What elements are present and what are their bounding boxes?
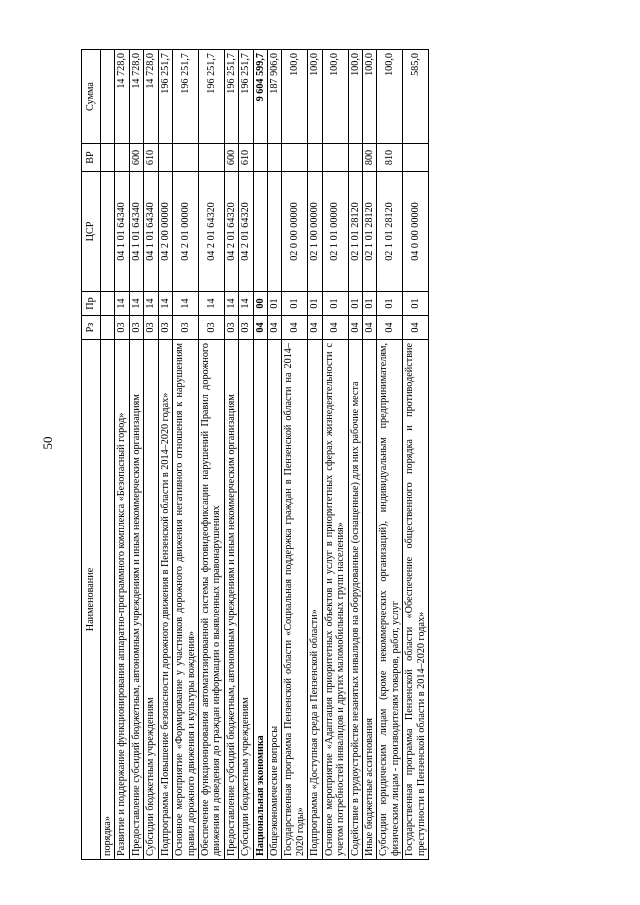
cell-pr: 01 <box>348 292 362 316</box>
cell-sum: 196 251,7 <box>239 50 253 144</box>
cell-rz: 04 <box>282 316 308 340</box>
cell-rz: 03 <box>115 316 129 340</box>
cell-rz: 04 <box>377 316 403 340</box>
table-row <box>224 50 238 860</box>
cell-rz <box>101 316 115 340</box>
cell-name: Основное мероприятие «Адаптация приоритетных объектов и услуг в приоритетных сферах жизнедеятельности с учетом потребностей инвалидов и других маломобильных групп населения» <box>322 340 348 860</box>
cell-pr: 14 <box>144 292 158 316</box>
cell-sum: 14 728,0 <box>129 50 143 144</box>
table-row <box>322 50 348 860</box>
cell-sum: 100,0 <box>308 50 322 144</box>
cell-name: Субсидии юридическим лицам (кроме некоммерческих организаций), индивидуальным предпринимателям, физическим лицам - производителям товаров, работ, услуг <box>377 340 403 860</box>
cell-name: Государственная программа Пензенской области «Обеспечение общественного порядка и противодействие преступности в Пензенской области в 2014–2020 годах» <box>403 340 429 860</box>
table-row <box>239 50 253 860</box>
cell-vr <box>282 144 308 172</box>
cell-pr: 01 <box>282 292 308 316</box>
table-row <box>403 50 429 860</box>
cell-csr: 04 2 01 00000 <box>173 172 199 292</box>
cell-rz: 04 <box>322 316 348 340</box>
cell-name: Основное мероприятие «Формирование у участников дорожного движения негативного отношения к нарушениям правил дорожного движения и культуры вождения» <box>173 340 199 860</box>
cell-rz: 03 <box>224 316 238 340</box>
rotated-page-content <box>81 50 611 860</box>
table-row <box>268 50 282 860</box>
cell-csr: 02 1 01 28120 <box>363 172 377 292</box>
cell-pr: 01 <box>363 292 377 316</box>
table-row <box>363 50 377 860</box>
table-row <box>282 50 308 860</box>
cell-sum: 196 251,7 <box>158 50 172 144</box>
cell-pr: 14 <box>158 292 172 316</box>
table-row <box>253 50 267 860</box>
page-number: 50 <box>40 436 55 450</box>
table-header-row <box>82 50 101 860</box>
cell-vr <box>403 144 429 172</box>
cell-sum: 9 604 599,7 <box>253 50 267 144</box>
table-row <box>158 50 172 860</box>
cell-rz: 03 <box>198 316 224 340</box>
cell-csr: 04 1 01 64340 <box>115 172 129 292</box>
table-row <box>115 50 129 860</box>
cell-name: порядка» <box>101 340 115 860</box>
cell-sum: 196 251,7 <box>173 50 199 144</box>
table-body <box>101 50 429 860</box>
cell-sum: 585,0 <box>403 50 429 144</box>
cell-csr: 02 1 01 28120 <box>377 172 403 292</box>
cell-vr <box>173 144 199 172</box>
cell-csr <box>253 172 267 292</box>
table-row <box>308 50 322 860</box>
cell-pr: 14 <box>198 292 224 316</box>
cell-name: Национальная экономика <box>253 340 267 860</box>
table-row <box>348 50 362 860</box>
cell-sum: 187 906,0 <box>268 50 282 144</box>
cell-rz: 03 <box>144 316 158 340</box>
cell-rz: 04 <box>268 316 282 340</box>
cell-vr <box>198 144 224 172</box>
header-name: Наименование <box>82 340 101 860</box>
table-row <box>377 50 403 860</box>
cell-vr <box>158 144 172 172</box>
cell-name: Предоставление субсидий бюджетным, автономным учреждениям и иным некоммерческим организациям <box>129 340 143 860</box>
table-row <box>101 50 115 860</box>
cell-csr: 04 1 01 64340 <box>144 172 158 292</box>
cell-csr: 02 0 00 00000 <box>282 172 308 292</box>
header-sum: Сумма <box>82 50 101 144</box>
cell-rz: 04 <box>308 316 322 340</box>
cell-sum: 100,0 <box>322 50 348 144</box>
cell-vr: 600 <box>224 144 238 172</box>
table-row <box>173 50 199 860</box>
cell-sum: 100,0 <box>363 50 377 144</box>
cell-vr: 600 <box>129 144 143 172</box>
cell-rz: 04 <box>363 316 377 340</box>
cell-vr: 800 <box>363 144 377 172</box>
cell-name: Подпрограмма «Доступная среда в Пензенской области» <box>308 340 322 860</box>
cell-csr: 02 1 01 00000 <box>322 172 348 292</box>
cell-rz: 04 <box>348 316 362 340</box>
cell-vr <box>253 144 267 172</box>
cell-name: Иные бюджетные ассигнования <box>363 340 377 860</box>
cell-pr: 01 <box>322 292 348 316</box>
header-vr: ВР <box>82 144 101 172</box>
budget-table <box>81 49 429 860</box>
cell-sum: 14 728,0 <box>115 50 129 144</box>
cell-csr: 04 2 00 00000 <box>158 172 172 292</box>
cell-csr <box>101 172 115 292</box>
cell-pr: 14 <box>173 292 199 316</box>
cell-csr: 02 1 00 00000 <box>308 172 322 292</box>
cell-sum: 14 728,0 <box>144 50 158 144</box>
cell-rz: 03 <box>129 316 143 340</box>
cell-pr: 01 <box>268 292 282 316</box>
cell-sum: 100,0 <box>377 50 403 144</box>
table-row <box>144 50 158 860</box>
header-pr: Пр <box>82 292 101 316</box>
cell-name: Государственная программа Пензенской области «Социальная поддержка граждан в Пензенской области на 2014–2020 годы» <box>282 340 308 860</box>
cell-pr: 01 <box>403 292 429 316</box>
cell-vr <box>322 144 348 172</box>
cell-rz: 04 <box>403 316 429 340</box>
cell-sum <box>101 50 115 144</box>
cell-csr: 02 1 01 28120 <box>348 172 362 292</box>
cell-vr <box>348 144 362 172</box>
cell-rz: 03 <box>239 316 253 340</box>
cell-csr: 04 2 01 64320 <box>239 172 253 292</box>
cell-name: Субсидии бюджетным учреждениям <box>144 340 158 860</box>
table-row <box>129 50 143 860</box>
cell-name: Содействие в трудоустройстве незанятых инвалидов на оборудованные (оснащенные) для них рабочие места <box>348 340 362 860</box>
cell-csr: 04 2 01 64320 <box>224 172 238 292</box>
cell-vr <box>308 144 322 172</box>
cell-name: Обеспечение функционирования автоматизированной системы фотовидеофиксации нарушений Правил дорожного движения и доведения до граждан информации о выявленных правонарушениях <box>198 340 224 860</box>
cell-name: Подпрограмма «Повышение безопасности дорожного движения в Пензенской области в 2014–2020 годах» <box>158 340 172 860</box>
cell-rz: 04 <box>253 316 267 340</box>
table-row <box>198 50 224 860</box>
cell-pr: 00 <box>253 292 267 316</box>
cell-pr: 01 <box>377 292 403 316</box>
cell-name: Предоставление субсидий бюджетным, автономным учреждениям и иным некоммерческим организациям <box>224 340 238 860</box>
cell-csr: 04 1 01 64340 <box>129 172 143 292</box>
cell-sum: 196 251,7 <box>224 50 238 144</box>
cell-csr: 04 2 01 64320 <box>198 172 224 292</box>
cell-sum: 100,0 <box>348 50 362 144</box>
cell-pr: 14 <box>115 292 129 316</box>
cell-rz: 03 <box>158 316 172 340</box>
cell-sum: 100,0 <box>282 50 308 144</box>
cell-sum: 196 251,7 <box>198 50 224 144</box>
cell-vr <box>101 144 115 172</box>
cell-name: Развитие и поддержание функционирования аппаратно-программного комплекса «Безопасный город» <box>115 340 129 860</box>
cell-name: Общеэкономические вопросы <box>268 340 282 860</box>
cell-pr: 14 <box>224 292 238 316</box>
cell-csr <box>268 172 282 292</box>
cell-pr: 01 <box>308 292 322 316</box>
cell-vr: 610 <box>239 144 253 172</box>
cell-pr: 14 <box>239 292 253 316</box>
header-csr: ЦСР <box>82 172 101 292</box>
cell-rz: 03 <box>173 316 199 340</box>
cell-vr <box>268 144 282 172</box>
cell-vr <box>115 144 129 172</box>
header-rz: Рз <box>82 316 101 340</box>
cell-vr: 810 <box>377 144 403 172</box>
cell-csr: 04 0 00 00000 <box>403 172 429 292</box>
cell-name: Субсидии бюджетным учреждениям <box>239 340 253 860</box>
cell-pr: 14 <box>129 292 143 316</box>
cell-pr <box>101 292 115 316</box>
cell-vr: 610 <box>144 144 158 172</box>
